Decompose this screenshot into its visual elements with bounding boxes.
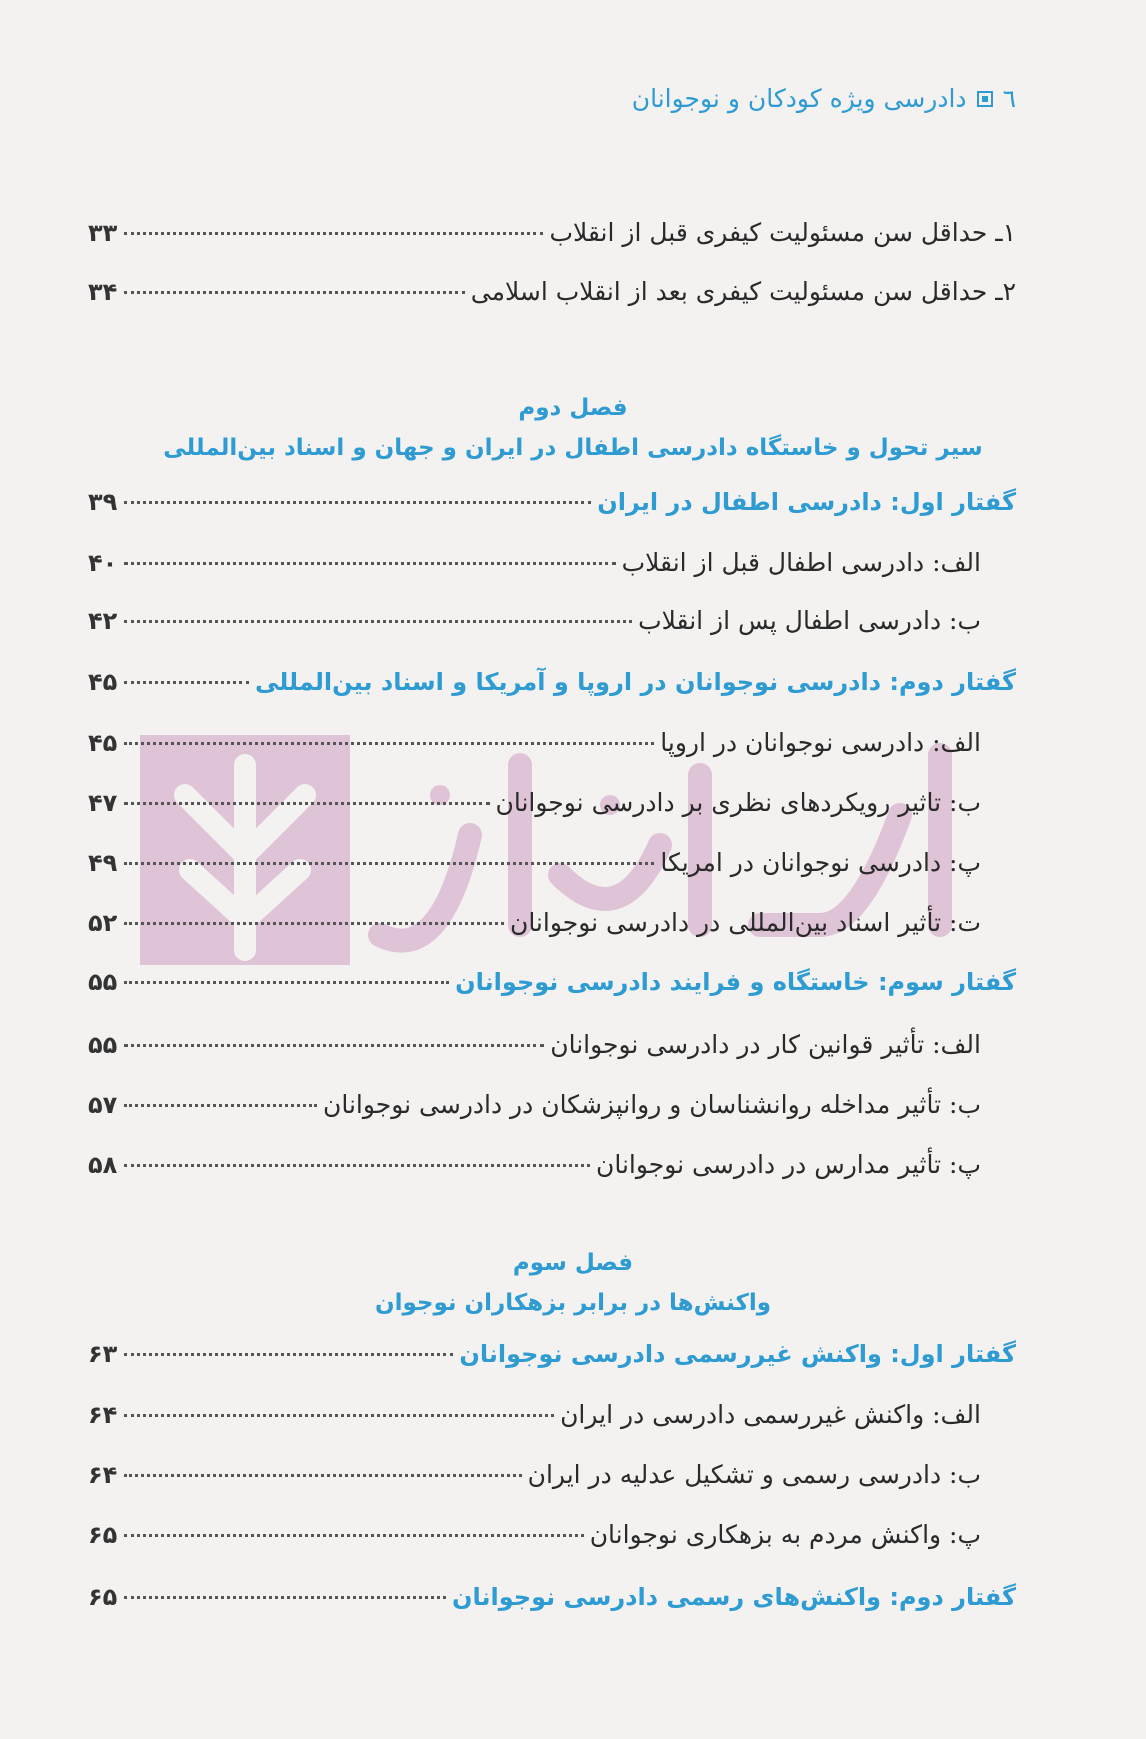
toc-entry-title: ب: تأثیر مداخله روانشناسان و روانپزشکان در دادرسی نوجوانان bbox=[322, 1090, 981, 1119]
toc-page-number: ۴۲ bbox=[88, 607, 118, 635]
chapter-two-heading bbox=[0, 395, 1146, 461]
toc-section-entry bbox=[88, 1583, 1016, 1627]
dot-leader bbox=[124, 232, 543, 235]
square-bullet-icon bbox=[977, 91, 993, 107]
chapter-label: فصل دوم bbox=[518, 395, 628, 421]
toc-entry bbox=[88, 606, 981, 650]
toc-page-number: ۶۴ bbox=[88, 1401, 118, 1429]
chapter-label: فصل سوم bbox=[512, 1250, 634, 1276]
dot-leader bbox=[124, 1353, 453, 1356]
toc-entry-title: گفتار دوم: واکنش‌های رسمی دادرسی نوجوانان bbox=[451, 1583, 1016, 1611]
toc-page-number: ۵۲ bbox=[88, 909, 118, 937]
toc-entry-title: الف: تأثیر قوانین کار در دادرسی نوجوانان bbox=[550, 1030, 981, 1059]
toc-page-number: ۶۳ bbox=[88, 1340, 118, 1368]
toc-entry bbox=[88, 908, 981, 952]
toc-page-number: ۵۵ bbox=[88, 968, 118, 996]
toc-page-number: ۳۳ bbox=[88, 219, 118, 247]
toc-entry-title: گفتار اول: دادرسی اطفال در ایران bbox=[597, 488, 1016, 516]
chapter-three-heading bbox=[0, 1250, 1146, 1316]
chapter-title: واکنش‌ها در برابر بزهکاران نوجوان bbox=[374, 1290, 772, 1316]
toc-entry-title: پ: واکنش مردم به بزهکاری نوجوانان bbox=[589, 1520, 981, 1549]
toc-page-number: ۴۹ bbox=[88, 849, 118, 877]
dot-leader bbox=[124, 1596, 446, 1599]
toc-page-number: ۳۴ bbox=[88, 278, 118, 306]
toc-entry-title: گفتار دوم: دادرسی نوجوانان در اروپا و آمریکا و اسناد بین‌المللی bbox=[254, 668, 1016, 696]
toc-entry bbox=[88, 277, 1016, 321]
toc-page-number: ۶۴ bbox=[88, 1461, 118, 1489]
toc-entry bbox=[88, 1460, 981, 1504]
dot-leader bbox=[124, 802, 490, 805]
toc-entry bbox=[88, 1030, 981, 1074]
toc-entry-title: ۱ـ حداقل سن مسئولیت کیفری قبل از انقلاب bbox=[549, 218, 1016, 247]
dot-leader bbox=[124, 1414, 554, 1417]
dot-leader bbox=[124, 742, 654, 745]
toc-entry-title: الف: دادرسی اطفال قبل از انقلاب bbox=[621, 548, 981, 577]
toc-page-number: ۶۵ bbox=[88, 1583, 118, 1611]
dot-leader bbox=[124, 1104, 317, 1107]
toc-page-number: ۴۵ bbox=[88, 668, 118, 696]
dot-leader bbox=[124, 1044, 544, 1047]
page-number: ٦ bbox=[1002, 84, 1016, 113]
toc-section-entry bbox=[88, 488, 1016, 532]
toc-entry-title: ۲ـ حداقل سن مسئولیت کیفری بعد از انقلاب اسلامی bbox=[470, 277, 1016, 306]
dot-leader bbox=[124, 1164, 590, 1167]
toc-entry-title: گفتار سوم: خاستگاه و فرایند دادرسی نوجوانان bbox=[455, 968, 1016, 996]
toc-entry bbox=[88, 1400, 981, 1444]
toc-page-number: ۶۵ bbox=[88, 1521, 118, 1549]
toc-section-entry bbox=[88, 968, 1016, 1012]
toc-entry bbox=[88, 548, 981, 592]
dot-leader bbox=[124, 862, 654, 865]
dot-leader bbox=[124, 681, 249, 684]
toc-entry-title: ب: دادرسی اطفال پس از انقلاب bbox=[638, 606, 981, 635]
toc-page-number: ۳۹ bbox=[88, 488, 118, 516]
dot-leader bbox=[124, 1534, 584, 1537]
toc-entry-title: ب: دادرسی رسمی و تشکیل عدلیه در ایران bbox=[527, 1460, 981, 1489]
toc-entry-title: الف: واکنش غیررسمی دادرسی در ایران bbox=[560, 1400, 981, 1429]
dot-leader bbox=[124, 981, 449, 984]
toc-entry bbox=[88, 1520, 981, 1564]
dot-leader bbox=[124, 1474, 522, 1477]
toc-entry bbox=[88, 218, 1016, 262]
toc-entry-title: گفتار اول: واکنش غیررسمی دادرسی نوجوانان bbox=[459, 1340, 1016, 1368]
toc-section-entry bbox=[88, 668, 1016, 712]
toc-page-number: ۵۷ bbox=[88, 1091, 118, 1119]
toc-entry bbox=[88, 1090, 981, 1134]
toc-entry bbox=[88, 728, 981, 772]
toc-page-number: ۴۰ bbox=[88, 549, 118, 577]
toc-page-number: ۵۵ bbox=[88, 1031, 118, 1059]
toc-entry-title: ت: تأثیر اسناد بین‌المللی در دادرسی نوجوانان bbox=[509, 908, 981, 937]
toc-entry-title: پ: دادرسی نوجوانان در امریکا bbox=[660, 848, 981, 877]
toc-section-entry bbox=[88, 1340, 1016, 1384]
dot-leader bbox=[124, 922, 504, 925]
toc-page-number: ۴۵ bbox=[88, 729, 118, 757]
toc-entry bbox=[88, 788, 981, 832]
dot-leader bbox=[124, 620, 632, 623]
toc-entry-title: ب: تاثیر رویکردهای نظری بر دادرسی نوجوانان bbox=[495, 788, 981, 817]
chapter-title: سیر تحول و خاستگاه دادرسی اطفال در ایران و جهان و اسناد بین‌المللی bbox=[163, 435, 983, 461]
toc-page-number: ۴۷ bbox=[88, 789, 118, 817]
dot-leader bbox=[124, 562, 616, 565]
toc-entry-title: پ: تأثیر مدارس در دادرسی نوجوانان bbox=[595, 1150, 981, 1179]
toc-entry-title: الف: دادرسی نوجوانان در اروپا bbox=[660, 728, 981, 757]
dot-leader bbox=[124, 501, 591, 504]
toc-entry bbox=[88, 1150, 981, 1194]
dot-leader bbox=[124, 291, 465, 294]
running-header bbox=[632, 84, 1016, 113]
book-title: دادرسی ویژه کودکان و نوجوانان bbox=[631, 84, 967, 113]
toc-entry bbox=[88, 848, 981, 892]
toc-page-number: ۵۸ bbox=[88, 1151, 118, 1179]
